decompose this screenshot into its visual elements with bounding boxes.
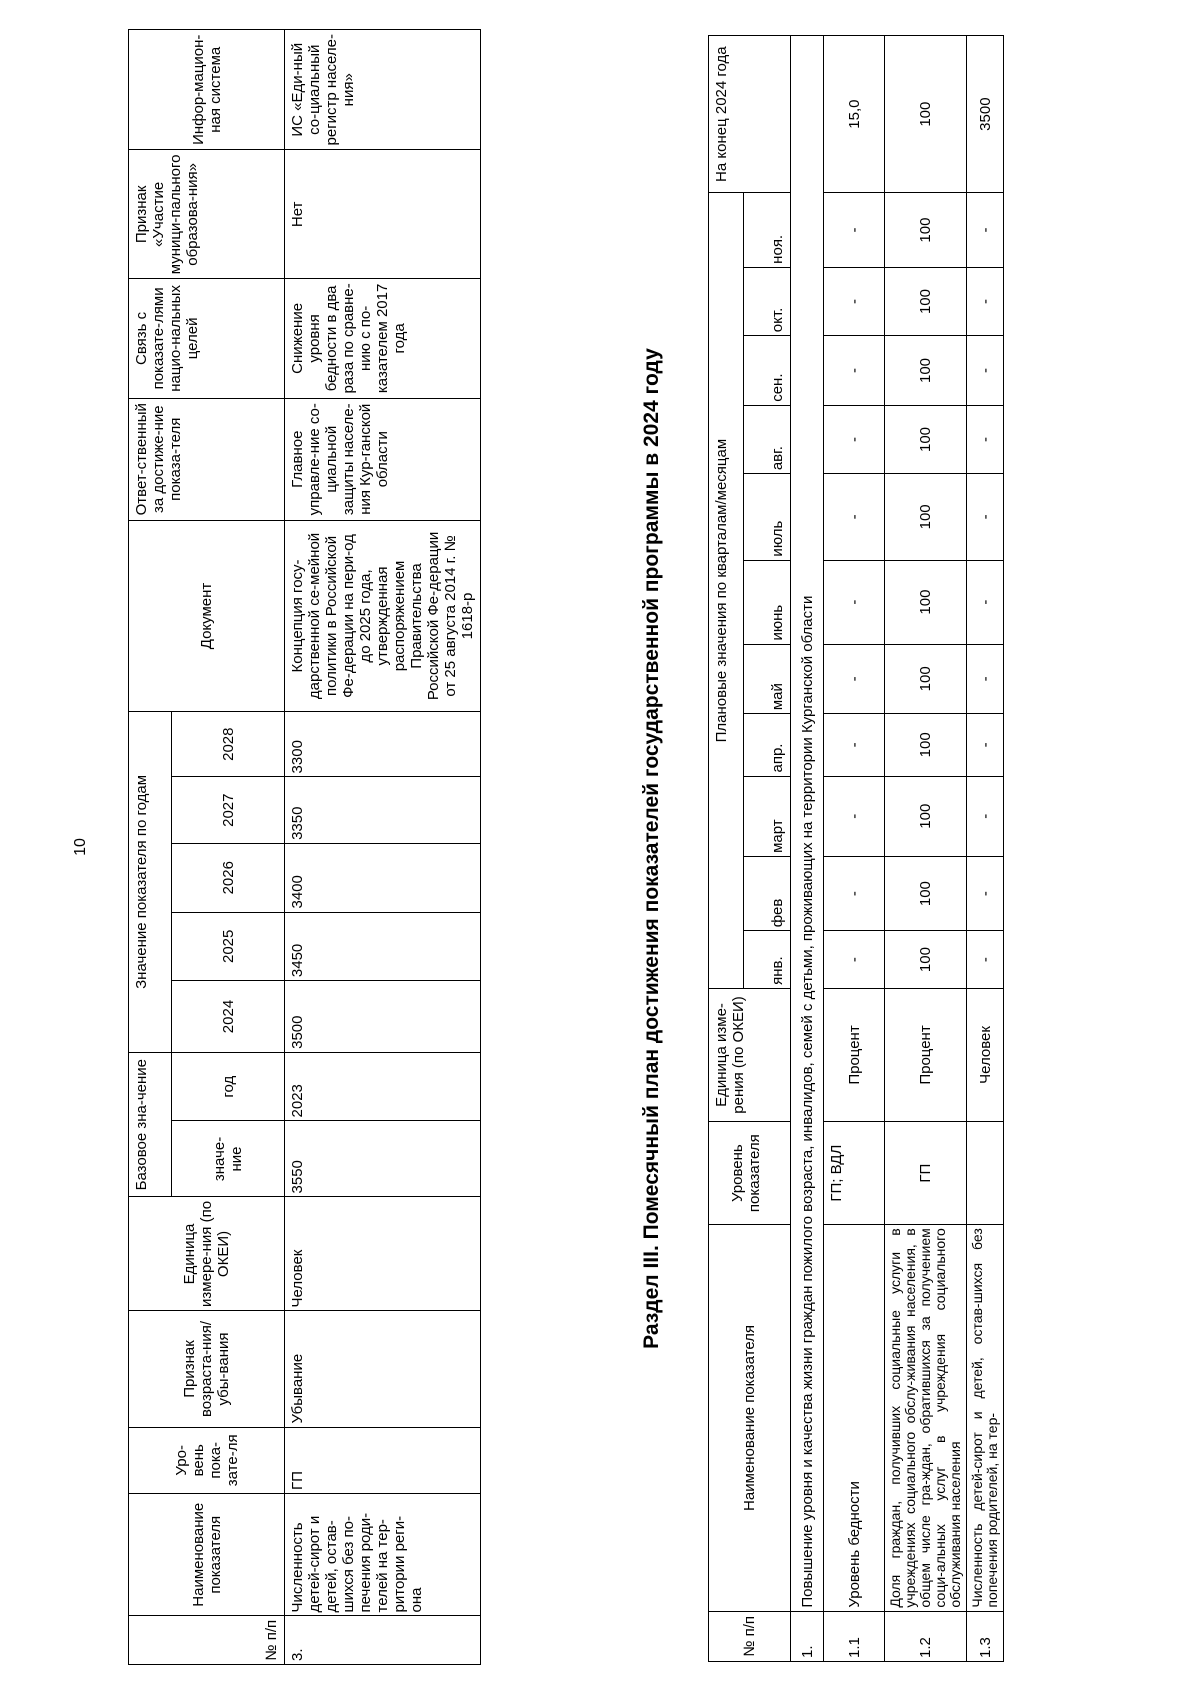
row-info-system: ИС «Еди-ный со-циальный регистр населе-ния» (285, 30, 481, 150)
row-month: 100 (885, 336, 967, 406)
header-month: сен. (744, 336, 791, 406)
row-month: - (824, 931, 885, 989)
row-national-goals: Снижение уровня бедности в два раза по сравне-нию с по-казателем 2017 года (285, 279, 481, 398)
monthly-plan-table (708, 35, 1004, 1662)
row-name: Уровень бедности (824, 1225, 885, 1611)
header-month: июль (744, 474, 791, 560)
row-month: - (824, 714, 885, 776)
header-month: янв. (744, 931, 791, 989)
row-value: 3350 (285, 777, 481, 843)
row-year-end: 100 (885, 36, 967, 193)
row-month: 100 (885, 776, 967, 856)
header-level: Уровень показателя (709, 1122, 791, 1225)
row-value: 3450 (285, 912, 481, 981)
table-row (967, 36, 1004, 1662)
row-month: 100 (885, 193, 967, 268)
row-month: - (967, 856, 1004, 930)
row-month: - (967, 267, 1004, 335)
header-national-goals: Связь с показате-лями нацио-нальных целей (129, 279, 285, 398)
row-month: - (824, 776, 885, 856)
row-level (967, 1122, 1004, 1225)
row-month: - (824, 193, 885, 268)
row-base-value: 3550 (285, 1121, 481, 1197)
row-month: - (967, 776, 1004, 856)
section-title: Раздел III. Помесячный план достижения показателей государственной программы в 2024 году (640, 348, 663, 1349)
header-year: 2028 (172, 711, 285, 776)
header-month: апр. (744, 714, 791, 776)
row-value: 3400 (285, 843, 481, 912)
row-unit: Процент (885, 988, 967, 1121)
row-month: - (967, 474, 1004, 560)
header-planned: Плановые значения по кварталам/месяцам (709, 193, 744, 989)
row-num: 1.3 (967, 1611, 1004, 1661)
indicator-table (128, 29, 481, 1665)
header-unit: Единица изме-рения (по ОКЕИ) (709, 988, 791, 1121)
row-value: 3300 (285, 711, 481, 776)
header-year: 2027 (172, 777, 285, 843)
row-month: 100 (885, 931, 967, 989)
header-unit: Единица измере-ния (по ОКЕИ) (129, 1197, 285, 1311)
row-year-end: 15,0 (824, 36, 885, 193)
header-level: Уро-вень пока-зате-ля (129, 1427, 285, 1493)
header-base-value: значе-ние (172, 1121, 285, 1197)
row-month: - (824, 856, 885, 930)
header-month: март (744, 776, 791, 856)
row-month: - (967, 193, 1004, 268)
header-month: ноя. (744, 193, 791, 268)
row-unit: Человек (967, 988, 1004, 1121)
header-base: Базовое зна-чение (129, 1052, 172, 1197)
header-month: окт. (744, 267, 791, 335)
row-municipal: Нет (285, 150, 481, 279)
header-month: май (744, 644, 791, 714)
row-month: - (967, 405, 1004, 473)
header-sign: Признак возраста-ния/ убы-вания (129, 1311, 285, 1427)
row-month: - (967, 714, 1004, 776)
header-num: № п/п (129, 1616, 285, 1665)
row-num: 1.1 (824, 1611, 885, 1661)
row-level: ГП; ВДЛ (824, 1122, 885, 1225)
table-row (824, 36, 885, 1662)
row-name: Доля граждан, получивших социальные услуги в учреждениях социального обслу-живания населения, в общем числе гра-ждан, обратившихся за получением соци-альных услуг в учреждения социального обслуживания населения (885, 1225, 967, 1611)
header-year: 2026 (172, 843, 285, 912)
header-info-system: Инфор-мацион-ная система (129, 30, 285, 150)
row-num: 1.2 (885, 1611, 967, 1661)
header-month: июнь (744, 560, 791, 644)
row-num: 3. (285, 1616, 481, 1665)
row-sign: Убывание (285, 1311, 481, 1427)
row-month: 100 (885, 267, 967, 335)
page-number: 10 (72, 838, 89, 856)
row-base-year: 2023 (285, 1052, 481, 1121)
row-unit: Процент (824, 988, 885, 1121)
header-document: Документ (129, 520, 285, 711)
row-month: - (824, 267, 885, 335)
row-month: 100 (885, 714, 967, 776)
header-municipal: Признак «Участие муници-пального образова-ния» (129, 150, 285, 279)
header-month: авг. (744, 405, 791, 473)
row-unit: Человек (285, 1197, 481, 1311)
row-month: - (967, 931, 1004, 989)
section-row-num: 1. (791, 1611, 824, 1661)
row-month: - (824, 560, 885, 644)
row-month: - (967, 560, 1004, 644)
row-level: ГП (885, 1122, 967, 1225)
header-month: фев (744, 856, 791, 930)
row-document: Концепция госу-дарственной се-мейной политики в Российской Фе-дерации на пери-од до 2025 года, утвержденная распоряжением Правительства Российской Фе-дерации от 25 августа 2014 г. № 1618-р (285, 520, 481, 711)
header-year: 2025 (172, 912, 285, 981)
row-month: - (967, 336, 1004, 406)
row-value: 3500 (285, 981, 481, 1053)
row-month: - (824, 474, 885, 560)
row-month: 100 (885, 560, 967, 644)
header-values-by-year: Значение показателя по годам (129, 711, 172, 1052)
row-month: - (967, 644, 1004, 714)
row-name: Численность детей-сирот и детей, остав-шихся без по-печения роди-телей на тер-ритории реги-она (285, 1494, 481, 1616)
header-name: Наименование показателя (129, 1494, 285, 1616)
row-month: 100 (885, 474, 967, 560)
row-month: - (824, 644, 885, 714)
row-month: - (824, 336, 885, 406)
row-name: Численность детей-сирот и детей, остав-шихся без попечения родителей, на тер- (967, 1225, 1004, 1611)
row-responsible: Главное управле-ние со-циальной защиты населе-ния Кур-ганской области (285, 398, 481, 520)
header-base-year: год (172, 1052, 285, 1121)
row-month: 100 (885, 644, 967, 714)
row-month: - (824, 405, 885, 473)
row-level: ГП (285, 1427, 481, 1493)
row-year-end: 3500 (967, 36, 1004, 193)
row-month: 100 (885, 856, 967, 930)
header-year-end: На конец 2024 года (709, 36, 791, 193)
header-year: 2024 (172, 981, 285, 1053)
header-num: № п/п (709, 1611, 791, 1661)
row-month: 100 (885, 405, 967, 473)
header-responsible: Ответ-ственный за достиже-ние показа-теля (129, 398, 285, 520)
table-row (885, 36, 967, 1662)
header-name: Наименование показателя (709, 1225, 791, 1611)
section-row-text: Повышение уровня и качества жизни граждан пожилого возраста, инвалидов, семей с детьми, проживающих на территории Курганской области (791, 36, 824, 1612)
